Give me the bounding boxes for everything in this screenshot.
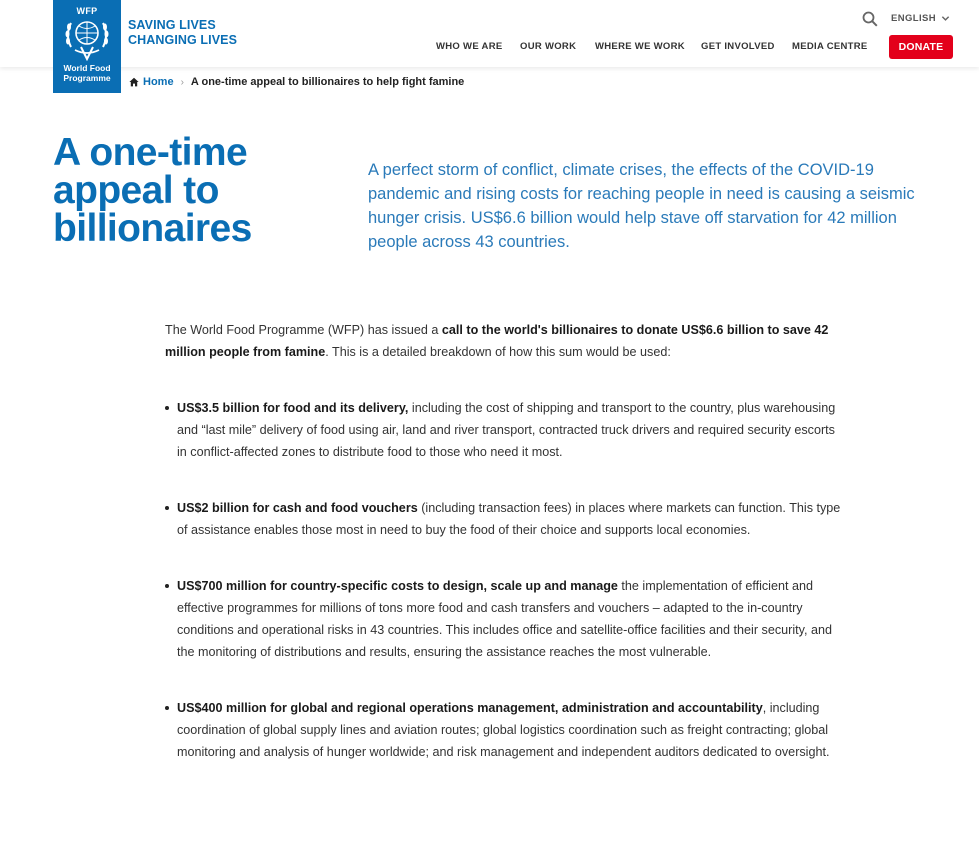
page-title: A one-time appeal to billionaires (53, 131, 252, 250)
logo-name (53, 63, 121, 83)
language-selector[interactable] (891, 13, 950, 24)
list-item (165, 397, 845, 463)
list-item-text: including the cost of shipping and transport to the country, plus warehousing and “last mile” delivery of food using air, land and river transport, contracted truck drivers and required security escorts in conflict-affected zones to distribute food to those who need it most. (177, 401, 836, 459)
home-icon (129, 77, 139, 87)
logo-name-line-2: Programme (63, 73, 111, 83)
article-body (165, 319, 845, 797)
logo-abbreviation: WFP (76, 6, 98, 16)
breadcrumb-current: A one-time appeal to billionaires to help fight famine (190, 76, 465, 88)
nav-item-get-involved[interactable]: GET INVOLVED (701, 41, 775, 52)
breadcrumb-separator-icon: › (180, 76, 184, 88)
breadcrumb (129, 75, 464, 89)
intro-paragraph: A perfect storm of conflict, climate crises, the effects of the COVID-19 pandemic and rising costs for reaching people in need is causing a seismic hunger crisis. US$6.6 billion would help stave off starvation for 42 million people across 43 countries. (368, 161, 915, 251)
list-item (165, 697, 845, 763)
nav-item-who-we-are[interactable]: WHO WE ARE (436, 41, 503, 52)
list-item (165, 497, 845, 541)
tagline-line-1: SAVING LIVES (128, 18, 216, 32)
list-item-heading: US$700 million for country-specific costs to design, scale up and manage (177, 579, 618, 593)
lead-text: The World Food Programme (WFP) has issued a (165, 323, 442, 337)
lead-text-end: . This is a detailed breakdown of how this sum would be used: (325, 345, 671, 359)
list-item-text: (including transaction fees) in places where markets can function. This type of assistance enables those most in need to buy the food of their choice and supports local economies. (177, 501, 841, 537)
list-item-heading: US$3.5 billion for food and its delivery, (177, 401, 409, 415)
article-lead (165, 319, 845, 363)
nav-item-our-work[interactable]: OUR WORK (520, 41, 577, 52)
list-item-heading: US$2 billion for cash and food vouchers (177, 501, 418, 515)
wfp-logo[interactable] (53, 0, 121, 93)
list-item-text: the implementation of efficient and effective programmes for millions of tons more food and cash transfers and vouchers – adapted to the in-country conditions and operational risks in 43 countries. This includes office and satellite-office facilities and their security, and the monitoring of distributions and results, ensuring the assistance reaches the most vulnerable. (177, 579, 833, 659)
nav-item-media-centre[interactable]: MEDIA CENTRE (792, 41, 868, 52)
funding-breakdown-list (165, 397, 845, 763)
logo-name-line-1: World Food (63, 63, 111, 73)
site-header (0, 0, 979, 67)
breadcrumb-home-link[interactable]: Home (143, 76, 174, 88)
tagline-line-2: CHANGING LIVES (128, 33, 238, 47)
list-item-heading: US$400 million for global and regional operations management, administration and accountability (177, 701, 763, 715)
donate-button[interactable]: DONATE (889, 35, 953, 59)
nav-item-where-we-work[interactable]: WHERE WE WORK (595, 41, 685, 52)
language-label: ENGLISH (891, 13, 937, 24)
list-item (165, 575, 845, 663)
wfp-wheat-emblem-icon (61, 17, 113, 61)
list-item-text: , including coordination of global supply lines and aviation routes; global logistics coordination such as freight contracting; global monitoring and analysis of hunger worldwide; and risk management and independent auditors dedicated to oversight. (177, 701, 830, 759)
chevron-down-icon (941, 14, 950, 23)
search-icon[interactable] (862, 11, 878, 27)
lead-highlight: call to the world's billionaires to donate US$6.6 billion to save 42 million people from famine (165, 323, 829, 359)
main-nav (0, 41, 979, 55)
